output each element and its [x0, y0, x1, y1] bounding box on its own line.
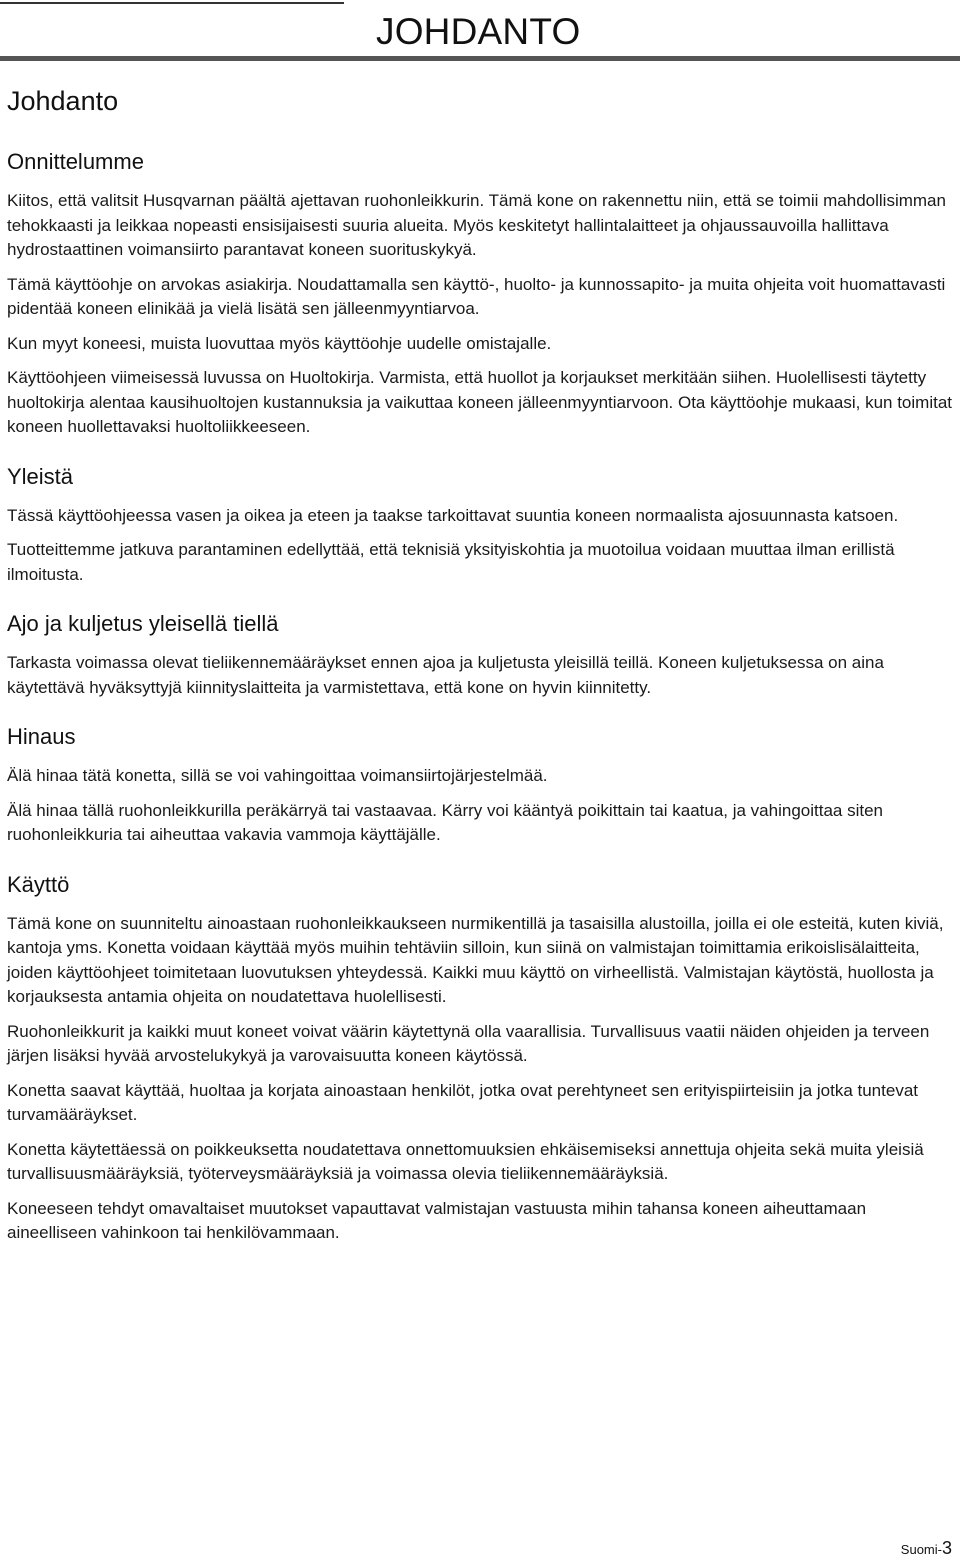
header-rule-top	[0, 2, 344, 4]
page-number: 3	[941, 1538, 952, 1558]
section-ajo-ja-kuljetus	[7, 609, 952, 700]
paragraph: Kiitos, että valitsit Husqvarnan päältä ajettavan ruohonleikkurin. Tämä kone on rakennettu niin, että se toimii mahdollisimman tehokkaasti ja leikkaa nopeasti ensisijaisesti suuria alueita. Myös keskitetyt hallintalaitteet ja ohjaussauvoilla hallittava hydrostaattinen voimansiirto parantavat koneen suorituskykyä.	[7, 191, 946, 259]
paragraph: Koneeseen tehdyt omavaltaiset muutokset vapauttavat valmistajan vastuusta mihin tahansa koneen aiheuttamaan aineelliseen vahinkoon tai henkilövammaan.	[7, 1198, 867, 1242]
paragraph: Konetta saavat käyttää, huoltaa ja korjata ainoastaan henkilöt, jotka ovat perehtyneet sen erityispiirteisiin ja jotka tuntevat turvamääräykset.	[7, 1080, 918, 1124]
heading-ajo-ja-kuljetus: Ajo ja kuljetus yleisellä tiellä	[7, 611, 279, 636]
chapter-title: JOHDANTO	[376, 11, 581, 52]
heading-hinaus: Hinaus	[7, 724, 76, 749]
footer-language: Suomi-	[900, 1542, 942, 1557]
page-content	[7, 83, 952, 1256]
paragraph: Tässä käyttöohjeessa vasen ja oikea ja eteen ja taakse tarkoittavat suuntia koneen normaalista ajosuunnasta katsoen.	[7, 505, 899, 525]
heading-yleista: Yleistä	[7, 463, 74, 489]
header-rule-bottom	[0, 56, 960, 61]
paragraph: Tuotteittemme jatkuva parantaminen edellyttää, että teknisiä yksityiskohtia ja muotoilua voidaan muuttaa ilman erillistä ilmoitusta.	[7, 540, 895, 584]
heading-onnittelumme: Onnittelumme	[7, 149, 144, 174]
paragraph: Konetta käytettäessä on poikkeuksetta noudatettava onnettomuuksien ehkäisemiseksi annettuja ohjeita sekä muita yleisiä turvallisuusmääräyksiä, työterveysmääräyksiä ja voimassa olevia tieliikennemääräyksiä.	[7, 1139, 924, 1183]
paragraph: Älä hinaa tätä konetta, sillä se voi vahingoittaa voimansiirtojärjestelmää.	[7, 766, 548, 785]
heading-kaytto: Käyttö	[7, 871, 70, 897]
paragraph: Älä hinaa tällä ruohonleikkurilla peräkärryä tai vastaavaa. Kärry voi kääntyä poikittain tai kaatua, ja vahingoittaa siten ruohonleikkuria tai aiheuttaa vakavia vammoja käyttäjälle.	[7, 800, 883, 844]
section-yleista	[7, 462, 952, 588]
section-kaytto	[7, 870, 952, 1246]
paragraph: Käyttöohjeen viimeisessä luvussa on Huoltokirja. Varmista, että huollot ja korjaukset merkitään siihen. Huolellisesti täytetty huoltokirja alentaa kausihuoltojen kustannuksia ja vaikuttaa koneen jälleenmyyntiarvoon. Ota käyttöohje mukaasi, kun toimitat koneen huollettavaksi huoltoliikkeeseen.	[7, 368, 952, 436]
paragraph: Tarkasta voimassa olevat tieliikennemääräykset ennen ajoa ja kuljetusta yleisillä teillä. Koneen kuljetuksessa on aina käytettävä hyväksyttyjä kiinnityslaitteita ja varmistettava, että kone on hyvin kiinnitetty.	[7, 653, 884, 697]
paragraph: Tämä kone on suunniteltu ainoastaan ruohonleikkaukseen nurmikentillä ja tasaisilla alustoilla, joilla ei ole esteitä, kuten kiviä, kantoja yms. Konetta voidaan käyttää myös muihin tehtäviin silloin, kun siinä on valmistajan toimittamia erikoislisälaitteita, joiden käyttöohjeet toimitetaan luovutuksen yhteydessä. Kaikki muu käyttö on virheellistä. Valmistajan käytöstä, huollosta ja korjauksesta antamia ohjeita on noudatettava huolellisesti.	[7, 913, 944, 1006]
paragraph: Ruohonleikkurit ja kaikki muut koneet voivat väärin käytettynä olla vaarallisia. Turvallisuus vaatii näiden ohjeiden ja terveen järjen lisäksi hyvää arvostelukykyä ja varovaisuutta koneen käytössä.	[7, 1021, 930, 1065]
paragraph: Kun myyt koneesi, muista luovuttaa myös käyttöohje uudelle omistajalle.	[7, 333, 552, 353]
section-title: Johdanto	[7, 86, 119, 116]
page-footer	[901, 1538, 952, 1559]
section-hinaus	[7, 722, 952, 848]
section-onnittelumme	[7, 147, 952, 440]
paragraph: Tämä käyttöohje on arvokas asiakirja. Noudattamalla sen käyttö-, huolto- ja kunnossapito- ja muita ohjeita voit huomattavasti pidentää koneen elinikää ja vielä lisätä sen jälleenmyyntiarvoa.	[7, 274, 946, 318]
